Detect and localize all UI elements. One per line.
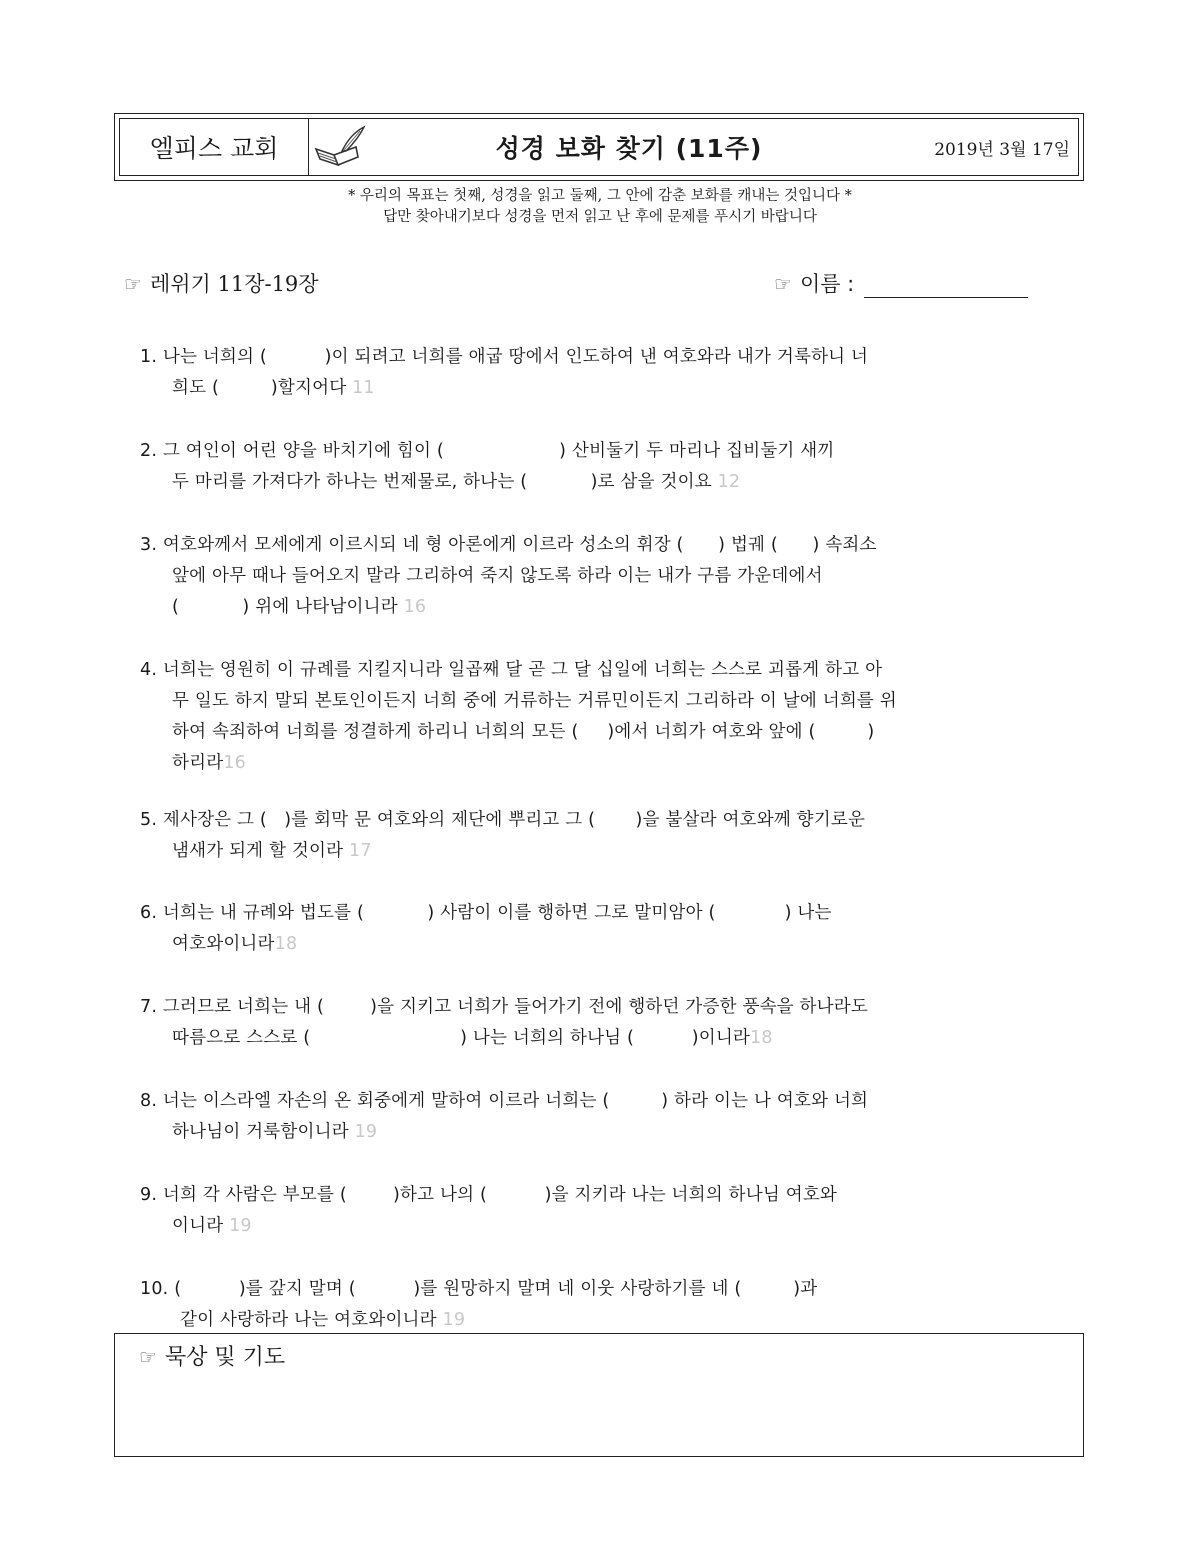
chapter-ref: 11 [352,378,375,398]
chapter-ref: 16 [403,597,427,617]
name-blank-line[interactable] [864,275,1028,298]
chapter-ref: 18 [274,934,298,954]
name-field [774,268,1028,298]
chapter-ref: 12 [717,472,741,492]
question-9: 9. 너희 각 사람은 부모를 ( )하고 나의 ( )을 지키라 나는 너희의 하나님 여호와 이니라 19 [140,1185,838,1236]
chapter-ref: 19 [229,1216,252,1236]
worksheet-header [114,113,1084,181]
meditation-title: ☞ 묵상 및 기도 [139,1345,286,1370]
pointing-hand-icon: ☞ [124,272,142,296]
chapter-ref: 16 [223,753,246,773]
question-6: 6. 너희는 내 규례와 법도를 ( ) 사람이 이를 행하면 그로 말미암아 ( ) 나는 여호와이니라18 [140,903,832,954]
question-1: 1. 나는 너희의 ( )이 되려고 너희를 애굽 땅에서 인도하여 낸 여호와라 내가 거룩하니 너 희도 ( )할지어다 11 [140,347,869,398]
name-label: 이름 : [799,272,855,296]
book-range: 레위기 11장-19장 [149,272,319,296]
header-inner-border [119,118,1079,176]
book-quill-icon [312,125,366,171]
book-heading [124,268,319,298]
question-3: 3. 여호와께서 모세에게 이르시되 네 형 아론에게 이르라 성소의 휘장 ( ) 법궤 ( ) 속죄소 앞에 아무 때나 들어오지 말라 그리하여 죽지 않도록 하라 이는 내가 구름 가운데에서 ( ) 위에 나타남이니라 16 [140,535,877,617]
chapter-ref: 18 [750,1028,773,1048]
goal-note: * 우리의 목표는 첫째, 성경을 읽고 둘째, 그 안에 감춘 보화를 캐내는 것입니다 * [348,188,852,204]
pointing-hand-icon: ☞ [774,272,792,296]
question-5: 5. 제사장은 그 ( )를 회막 문 여호와의 제단에 뿌리고 그 ( )을 불살라 여호와께 향기로운 냄새가 되게 할 것이라 17 [140,810,866,861]
chapter-ref: 19 [442,1310,466,1330]
chapter-ref: 19 [354,1122,378,1142]
page-title: 성경 보화 찾기 (11주) [495,134,763,163]
pointing-hand-icon: ☞ [139,1345,157,1369]
meditation-box[interactable] [114,1333,1084,1457]
question-7: 7. 그러므로 너희는 내 ( )을 지키고 너희가 들어가기 전에 행하던 가증한 풍속을 하나라도 따름으로 스스로 ( ) 나는 너희의 하나님 ( )이니라18 [140,997,868,1048]
question-2: 2. 그 여인이 어린 양을 바치기에 힘이 ( ) 산비둘기 두 마리나 집비둘기 새끼 두 마리를 가져다가 하나는 번제물로, 하나는 ( )로 삼을 것이요 12 [140,441,835,492]
question-4: 4. 너희는 영원히 이 규례를 지킬지니라 일곱째 달 곧 그 달 십일에 너희는 스스로 괴롭게 하고 아 무 일도 하지 말되 본토인이든지 너희 중에 거류하는 거류민이든지 그리하라 이 날에 너희를 위 하여 속죄하여 너희를 정결하게 하리니 너희의 모든 ( )에서 너희가 여호와 앞에 ( ) 하리라16 [140,660,897,773]
question-8: 8. 너는 이스라엘 자손의 온 회중에게 말하여 이르라 너희는 ( ) 하라 이는 나 여호와 너희 하나님이 거룩함이니라 19 [140,1091,869,1142]
date: 2019년 3월 17일 [934,139,1070,160]
church-name: 엘피스 교회 [120,119,309,175]
instruction-note: 답만 찾아내기보다 성경을 먼저 읽고 난 후에 문제를 푸시기 바랍니다 [383,209,817,225]
question-10: 10. ( )를 갚지 말며 ( )를 원망하지 말며 네 이웃 사랑하기를 네 ( )과 같이 사랑하라 나는 여호와이니라 19 [140,1279,818,1330]
chapter-ref: 17 [349,841,372,861]
